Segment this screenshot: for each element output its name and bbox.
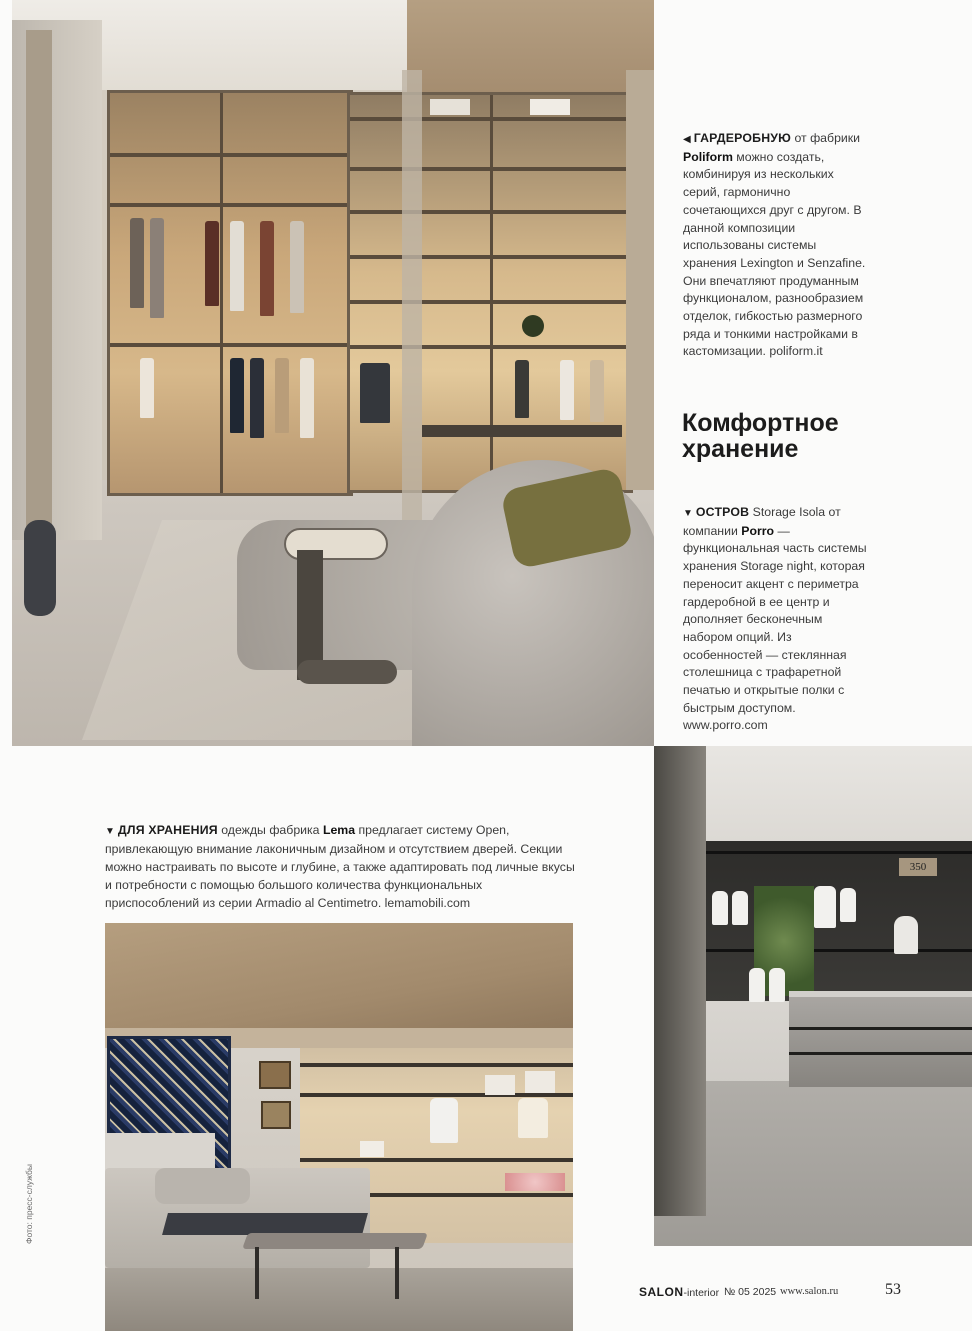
caption-text: одежды фабрика	[217, 823, 323, 837]
bust-sculpture	[894, 916, 918, 954]
brand-name: Lema	[322, 823, 356, 837]
caption-wardrobe	[683, 130, 873, 361]
glass-pillar	[402, 70, 422, 530]
heading-line: Комфортное	[682, 409, 839, 437]
storage-box	[360, 1141, 384, 1157]
hanging-garment	[230, 221, 244, 311]
hanging-garment	[275, 358, 289, 433]
heading-line: хранение	[682, 435, 799, 463]
glass-partition	[654, 746, 706, 1216]
storage-box	[430, 99, 470, 115]
brand-name: SALON	[639, 1285, 684, 1299]
photo-lema-bedroom	[105, 923, 573, 1331]
issue-number: № 05 2025	[724, 1286, 777, 1298]
caption-text: можно создать, комбинируя из нескольких серий, гармонично сочетающихся друг с другом. В данной композиции использованы системы хранения Lexington и Senzafine. Они впечатляют продуманным функционалом, разнообразием отделок, гибкостью размерного ряда и тонкими настройками в кастомизации. poliform.it	[683, 149, 866, 359]
hanging-garment	[250, 358, 264, 438]
right-wall	[626, 70, 654, 490]
shelf	[789, 1027, 972, 1030]
shelf	[110, 203, 350, 207]
shelf	[300, 1063, 573, 1067]
hanging-garment	[749, 968, 765, 1002]
framed-picture	[261, 1101, 291, 1129]
section-heading	[682, 410, 882, 462]
side-table-base	[297, 660, 397, 684]
blanket	[162, 1213, 368, 1235]
page-number: 53	[885, 1281, 901, 1298]
caption-island	[683, 504, 873, 735]
hanging-garment	[430, 1098, 458, 1143]
photo-poliform-wardrobe	[12, 0, 654, 746]
storage-island	[789, 991, 972, 1087]
sign-350: 350	[899, 858, 937, 876]
triangle-left-icon: ◀	[683, 134, 691, 145]
storage-box	[485, 1075, 515, 1095]
shelf	[110, 153, 350, 157]
bench	[242, 1233, 428, 1249]
hanging-garment	[205, 221, 219, 306]
shelf	[789, 1052, 972, 1055]
hanging-garment	[300, 358, 314, 438]
floor	[105, 1268, 573, 1331]
storage-box	[530, 99, 570, 115]
hanging-garment	[290, 221, 304, 313]
wardrobe-left-unit	[107, 90, 353, 496]
caption-text: Storage Isola от компании	[683, 505, 841, 538]
hanging-garment	[515, 360, 529, 418]
framed-picture	[259, 1061, 291, 1089]
flowers	[505, 1173, 565, 1191]
left-post	[26, 30, 52, 550]
photo-porro-storage-isola	[654, 746, 972, 1246]
round-bag	[522, 315, 544, 337]
triangle-down-icon: ▼	[683, 508, 693, 519]
caption-text: предлагает систему Open, привлекающую внимание лаконичным дизайном и отсутствием дверей. Секции можно настраивать по высоте и глубине, а также адаптировать под личные вкусы и потребности с помощью большого количества функциональных приспособлений из серии Armadio al Centimetro. lemamobili.com	[105, 823, 575, 910]
brand-name: Porro	[741, 523, 775, 538]
caption-lead: ДЛЯ ХРАНЕНИЯ	[117, 823, 218, 837]
hanging-garment	[518, 1098, 548, 1138]
hanging-garment	[769, 968, 785, 1002]
caption-text: от фабрики	[791, 131, 861, 145]
hanging-garment	[560, 360, 574, 420]
bench-leg	[395, 1247, 399, 1299]
hanging-garment	[712, 891, 728, 925]
hanging-garment	[814, 886, 836, 928]
hanging-garment	[360, 363, 390, 423]
hanging-garment	[732, 891, 748, 925]
bed-pillow	[155, 1168, 250, 1204]
caption-lead: ОСТРОВ	[695, 505, 750, 519]
caption-text: — функциональная часть системы хранения Storage night, которая переносит акцент с периметра гардеробной в ее центр и дополняет бесконечным набором опций. Из особенностей — стеклянная столешница с трафаретной печатью и открытые полки с быстрым доступом. www.porro.com	[683, 523, 867, 733]
shelf	[300, 1158, 573, 1162]
storage-box	[525, 1071, 555, 1093]
hanging-garment	[150, 218, 164, 318]
divider	[220, 93, 223, 493]
caption-lead: ГАРДЕРОБНУЮ	[693, 131, 792, 145]
bench-leg	[255, 1247, 259, 1299]
page-footer	[639, 1280, 959, 1304]
hanging-garment	[260, 221, 274, 316]
shelf	[110, 343, 350, 347]
magazine-brand	[639, 1285, 719, 1299]
hanging-garment	[130, 218, 144, 308]
ceiling	[105, 923, 573, 1043]
shelf	[300, 1093, 573, 1097]
hanging-garment	[590, 360, 604, 422]
hanging-garment	[140, 358, 154, 418]
pouf	[24, 520, 56, 616]
desk	[422, 425, 622, 437]
caption-storage	[105, 822, 575, 913]
wood-ceiling-panel	[407, 0, 654, 92]
brand-name: Poliform	[683, 149, 733, 164]
photo-credit: Фото: пресс-службы	[24, 1164, 34, 1244]
triangle-down-icon: ▼	[105, 826, 115, 837]
hanging-garment	[840, 888, 856, 922]
website: www.salon.ru	[780, 1286, 839, 1297]
hanging-garment	[230, 358, 244, 433]
brand-suffix: -interior	[683, 1287, 720, 1299]
